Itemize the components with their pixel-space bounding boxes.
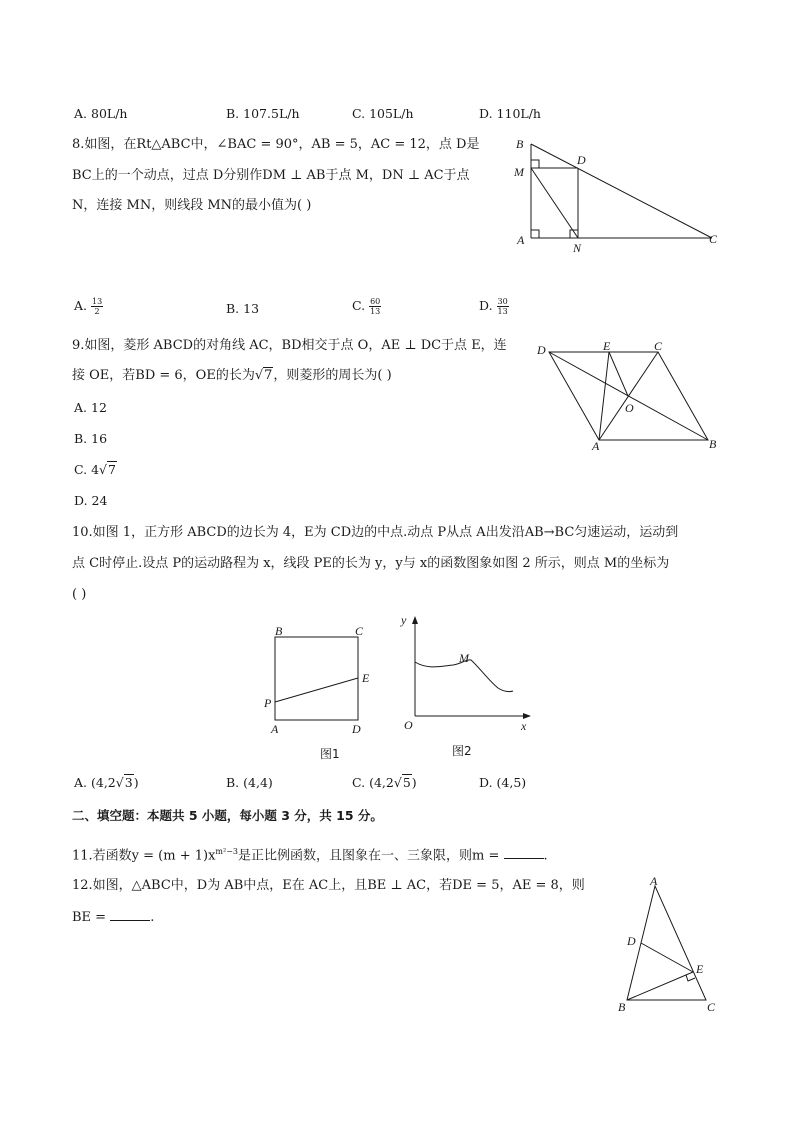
q8-label-m: M [514,165,524,179]
q9-label-d: D [537,343,546,357]
q8-option-c: C. $\frac{60}{13}$ [352,297,381,316]
q9-option-c-sqrt: √7 [99,462,116,477]
q10-y-axis-arrow [412,616,418,624]
q9-label-a: A [592,439,600,453]
q10-label-p: P [264,696,272,710]
q9-option-c: C. 4√7 [74,462,116,477]
q8-right-angle-m [531,160,539,168]
q9-sqrt: √7 [254,368,273,383]
q8-label-b: B [516,137,524,151]
q8-label-n: N [573,241,582,255]
q11-exponent: m²−3 [215,847,239,856]
q8-option-a: A. $\frac{13}{2}$ [74,297,103,316]
q12-segment-be [627,972,693,1000]
q8-option-d: D. $\frac{30}{13}$ [479,297,508,316]
q12-answer-blank[interactable] [110,909,150,921]
q12-label-c: C [707,1000,716,1014]
q7-option-a: A. 80L/h [74,106,128,121]
q8-stem-line-3: N，连接 MN，则线段 MN的最小值为( ) [72,198,312,213]
section-2-heading: 二、填空题：本题共 5 小题，每小题 3 分，共 15 分。 [72,808,383,823]
q7-option-c: C. 105L/h [352,106,414,121]
q9-stem-line-2: 接 OE，若BD = 6，OE的长为√7，则菱形的周长为( ) [72,368,392,383]
q11-stem: 11.若函数$y = (m + 1)x^{m^2-3}$是正比例函数，且图象在一、三象限，则m = . [72,847,548,864]
q12-segment-de [641,943,693,972]
q12-right-angle-e [686,975,695,981]
q10-label-a: A [271,722,279,736]
q10-label-y: y [401,613,407,627]
q7-option-b: B. 107.5L/h [226,106,300,121]
q9-option-b: B. 16 [74,431,108,446]
q8-option-d-fraction: $\frac{30}{13}$ [497,297,508,316]
q8-label-c: C [709,232,718,246]
q9-label-c: C [654,339,663,353]
q9-label-e: E [603,339,611,353]
q10-segment-pe [275,678,358,702]
q10-figure-2 [398,608,548,748]
q10-label-x: x [521,719,527,733]
q10-square-abcd [275,637,358,720]
q12-stem-line-2: BE = . [72,910,155,925]
q10-label-m: M [459,651,469,665]
q12-stem-line-1: 12.如图，△ABC中，D为 AB中点，E在 AC上，且BE ⊥ AC，若DE = 5，AE = 8，则 [72,878,585,893]
q12-label-a: A [650,874,658,888]
q10-stem-line-2: 点 C时停止.设点 P的运动路程为 x，线段 PE的长为 y，y与 x的函数图象如图 2 所示，则点 M的坐标为 [72,556,670,571]
q9-option-d: D. 24 [74,493,108,508]
q10-option-a: A. (4,2√3) [74,775,139,790]
q8-label-a: A [517,233,525,247]
q10-option-b: B. (4,4) [226,775,273,790]
q11-answer-blank[interactable] [504,847,544,859]
q10-label-o: O [404,718,413,732]
q10-option-d: D. (4,5) [479,775,527,790]
q9-stem-line-1: 9.如图，菱形 ABCD的对角线 AC，BD相交于点 O，AE ⊥ DC于点 E，连 [72,338,507,353]
q8-stem-line-2: BC上的一个动点，过点 D分别作DM ⊥ AB于点 M，DN ⊥ AC于点 [72,168,470,183]
q8-option-b: B. 13 [226,301,260,316]
q10-option-c: C. (4,2√5) [352,775,417,790]
q10-option-c-sqrt: √5 [393,775,411,790]
q12-figure [612,874,732,1019]
q10-label-d: D [352,722,361,736]
q8-figure [510,134,730,258]
q9-segment-oe [609,352,628,396]
q8-option-a-fraction: $\frac{13}{2}$ [92,297,103,316]
q9-figure [530,338,730,454]
q10-figure-2-caption: 图2 [452,744,472,758]
q10-label-b: B [275,624,283,638]
q8-stem-line-1: 8.如图，在Rt△ABC中，∠BAC = 90°，AB = 5，AC = 12，点 D是 [72,137,480,152]
q8-label-d: D [577,153,586,167]
q9-label-b: B [709,437,717,451]
q10-label-e: E [362,671,370,685]
q10-stem-line-3: ( ) [72,587,87,602]
q10-figure-1-caption: 图1 [320,747,340,761]
q8-segment-bc [531,144,712,238]
q8-option-c-fraction: $\frac{60}{13}$ [370,297,381,316]
q8-right-angle-a [531,230,539,238]
q12-label-d: D [627,934,636,948]
q10-label-c: C [355,624,364,638]
q7-option-d: D. 110L/h [479,106,541,121]
q9-label-o: O [625,401,634,415]
q12-label-b: B [618,1000,626,1014]
q10-option-a-sqrt: √3 [115,775,133,790]
q10-figure-1 [260,620,380,760]
q10-stem-line-1: 10.如图 1，正方形 ABCD的边长为 4，E为 CD边的中点.动点 P从点 A出发沿AB→BC匀速运动，运动到 [72,525,679,540]
q9-option-a: A. 12 [74,400,107,415]
q12-label-e: E [696,962,704,976]
q8-segment-mn [531,168,578,238]
